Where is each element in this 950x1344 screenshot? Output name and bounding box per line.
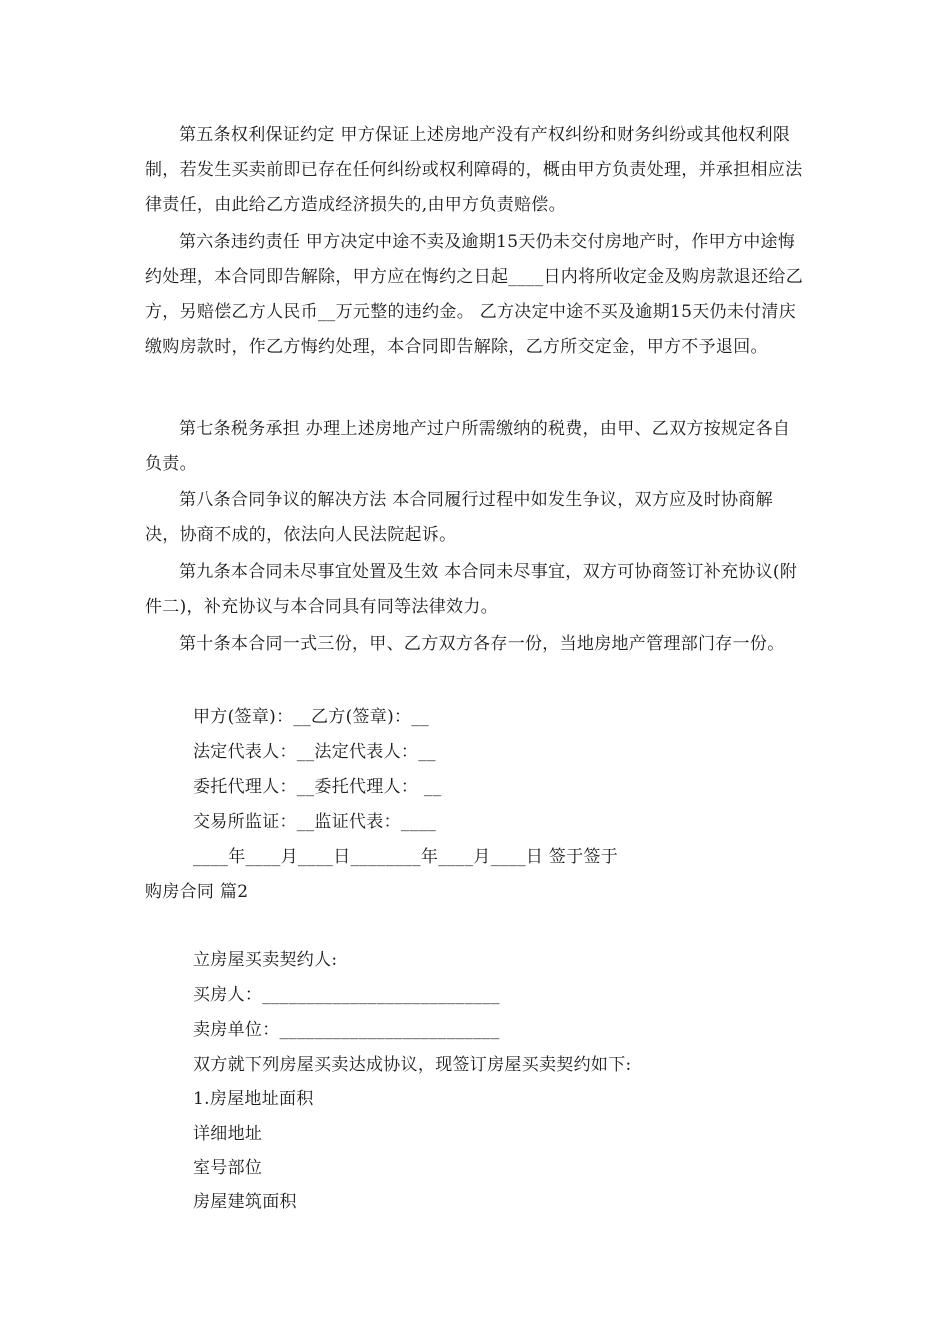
clause-7: 第七条税务承担 办理上述房地产过户所需缴纳的税费，由甲、乙双方按规定各自负责。: [145, 419, 791, 474]
item-building-area: 房屋建筑面积: [193, 1192, 297, 1212]
item-address-area: 1.房屋地址面积: [193, 1089, 314, 1109]
contract-parties-heading: 立房屋买卖契约人:: [193, 950, 338, 970]
clause-10: 第十条本合同一式三份，甲、乙方双方各存一份，当地房地产管理部门存一份。: [179, 634, 785, 654]
section-title: 购房合同 篇2: [145, 882, 249, 902]
agreement-intro: 双方就下列房屋买卖达成协议，现签订房屋买卖契约如下:: [193, 1055, 632, 1075]
signature-legal-rep-line: 法定代表人：__法定代表人：__: [193, 742, 436, 762]
clause-9: 第九条本合同未尽事宜处置及生效 本合同未尽事宜，双方可协商签订补充协议(附件二)，补充协议与本合同具有同等法律效力。: [145, 562, 798, 617]
item-room-number: 室号部位: [193, 1158, 263, 1178]
clause-6: 第六条违约责任 甲方决定中途不卖及逾期15天仍未交付房地产时，作甲方中途悔约处理，本合同即告解除，甲方应在悔约之日起____日内将所收定金及购房款退还给乙方，另赔偿乙方人民币__万元整的违约金。 乙方决定中途不买及逾期15天仍未付清庆缴购房款时，作乙方悔约处理，本合同即告解除，乙方所交定金，甲方不予退回。: [145, 232, 803, 357]
item-detail-address: 详细地址: [193, 1124, 263, 1144]
signature-date-line: ____年____月____日________年____月____日 签于签于: [193, 847, 619, 867]
signature-party-line: 甲方(签章)：__乙方(签章)：__: [193, 707, 429, 727]
clause-5: 第五条权利保证约定 甲方保证上述房地产没有产权纠纷和财务纠纷或其他权利限制，若发生买卖前即已存在任何纠纷或权利障碍的，概由甲方负责处理，并承担相应法律责任，由此给乙方造成经济损失的,由甲方负责赔偿。: [145, 125, 803, 215]
signature-agent-line: 委托代理人：__委托代理人： __: [193, 777, 442, 797]
seller-line: 卖房单位：_________________________: [193, 1020, 500, 1040]
buyer-line: 买房人：___________________________: [193, 985, 500, 1005]
signature-witness-line: 交易所监证：__监证代表：____: [193, 812, 437, 832]
clause-8: 第八条合同争议的解决方法 本合同履行过程中如发生争议，双方应及时协商解决，协商不成的，依法向人民法院起诉。: [145, 490, 773, 545]
